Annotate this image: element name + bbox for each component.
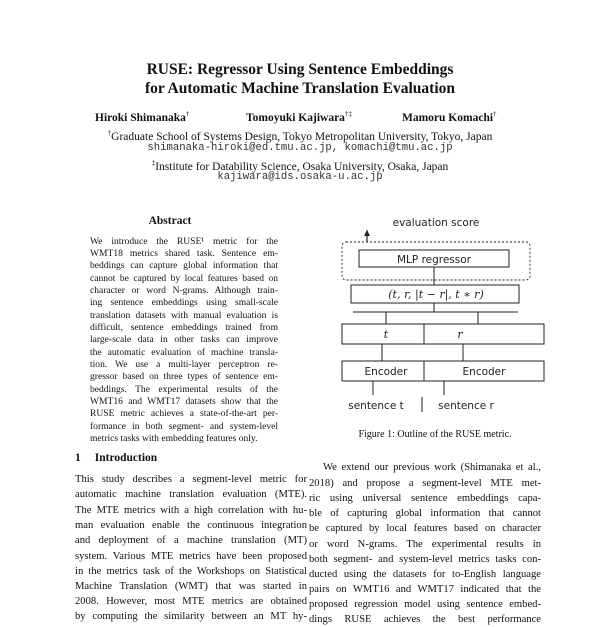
- abstract-line: large-scale data in other tasks can improve: [90, 334, 278, 345]
- abstract-line: beddings can capture global information that: [90, 260, 278, 271]
- intro-right-line: pairs on WMT16 and WMT17 indicated that the: [309, 584, 541, 595]
- intro-left-line: man evaluation enable the continuous integration: [75, 520, 307, 531]
- intro-right-line: ducted using the datasets for to-English language: [309, 569, 541, 580]
- intro-left-line: The MTE metrics with a high correlation with hu-: [75, 505, 307, 516]
- sentence-t-label: sentence t: [348, 400, 404, 412]
- intro-left-line: Machine Translation (WMT) that was started in: [75, 581, 307, 592]
- vector-r-label: r: [457, 328, 463, 341]
- author-kajiwara: Tomoyuki Kajiwara†‡: [246, 110, 352, 124]
- abstract-line: WMT16 and WMT17 datasets show that the: [90, 396, 278, 407]
- intro-right-line: 2018) and propose a segment-level MTE met-: [309, 478, 541, 489]
- abstract-line: the automatic evaluation of machine transla-: [90, 347, 278, 358]
- abstract-line: tion. We use a multi-layer perceptron re-: [90, 359, 278, 370]
- email-tmu: shimanaka-hiroki@ed.tmu.ac.jp, komachi@tmu.ac.jp: [147, 142, 453, 154]
- mlp-regressor-label: MLP regressor: [396, 254, 472, 266]
- abstract-heading: Abstract: [148, 215, 192, 227]
- abstract-line: WMT18 metrics shared task. Sentence em-: [90, 248, 278, 259]
- vector-t-label: t: [383, 328, 389, 341]
- abstract-line: We introduce the RUSE¹ metric for the: [90, 236, 278, 247]
- intro-right-line: proposed regression model using sentence embed-: [309, 599, 541, 610]
- intro-right-line: ble of capturing global information that cannot: [309, 508, 541, 519]
- intro-left-line: and deployment of a machine translation (MT): [75, 535, 307, 546]
- evaluation-score-label: evaluation score: [392, 217, 480, 229]
- intro-right-line: be captured by local features based on character: [309, 523, 541, 534]
- abstract-line: cannot be captured by local features based on: [90, 273, 278, 284]
- output-arrowhead: [364, 230, 370, 236]
- abstract-line: beddings. The experimental results of the: [90, 384, 278, 395]
- intro-right-line: We extend our previous work (Shimanaka et al.,: [323, 462, 541, 473]
- ruse-architecture-figure: [318, 212, 554, 424]
- intro-right-line: dings RUSE achieves the best performance: [309, 614, 541, 625]
- paper-title-line1: RUSE: Regressor Using Sentence Embeddings: [146, 61, 454, 78]
- author-shimanaka: Hiroki Shimanaka†: [95, 110, 190, 124]
- email-osaka: kajiwara@ids.osaka-u.ac.jp: [217, 171, 383, 183]
- abstract-line: difficult, sentence embeddings trained from: [90, 322, 278, 333]
- abstract-line: ing sentence embeddings using small-scale: [90, 297, 278, 308]
- vector-r-box: [424, 324, 544, 344]
- feature-concat-label: (t, r, |t − r|, t ∗ r): [388, 288, 484, 301]
- affiliation-osaka: ‡Institute for Datability Science, Osaka University, Osaka, Japan: [151, 159, 449, 173]
- paper-title-line2: for Automatic Machine Translation Evaluation: [144, 80, 455, 97]
- encoder-left-label: Encoder: [364, 366, 408, 378]
- intro-left-line: by computing the similarity between an MT hy-: [75, 611, 307, 622]
- section-heading-introduction: 1 Introduction: [75, 452, 158, 464]
- abstract-line: formance in both segment- and system-level: [90, 421, 278, 432]
- intro-right-line: ric using universal sentence embeddings capa-: [309, 493, 541, 504]
- figure-caption: Figure 1: Outline of the RUSE metric.: [358, 429, 512, 440]
- intro-left-line: automatic machine translation evaluation (MTE).: [75, 489, 307, 500]
- abstract-line: RUSE metric achieves a state-of-the-art per-: [90, 408, 278, 419]
- intro-left-line: This study describes a segment-level metric for: [75, 474, 307, 485]
- intro-left-line: in the metrics task of the Workshops on Statistical: [75, 566, 307, 577]
- author-komachi: Mamoru Komachi†: [402, 110, 497, 124]
- intro-right-line: both segment- and system-level metrics tasks con-: [309, 554, 541, 565]
- intro-left-line: system. Various MTE metrics have been proposed: [75, 551, 307, 562]
- intro-right-line: or word N-grams. The experimental results in: [309, 539, 541, 550]
- abstract-line: metrics tasks with embedding features only.: [90, 433, 258, 444]
- sentence-r-label: sentence r: [438, 400, 494, 412]
- encoder-right-label: Encoder: [462, 366, 506, 378]
- abstract-line: translation datasets with manual evaluation is: [90, 310, 278, 321]
- intro-left-line: 2008. However, most MTE metrics are obtained: [75, 596, 307, 607]
- abstract-line: gressor based on three types of sentence em-: [90, 371, 278, 382]
- affiliation-tmu: †Graduate School of Systems Design, Tokyo Metropolitan University, Tokyo, Japan: [107, 129, 493, 143]
- abstract-line: character or word N-grams. Although train-: [90, 285, 278, 296]
